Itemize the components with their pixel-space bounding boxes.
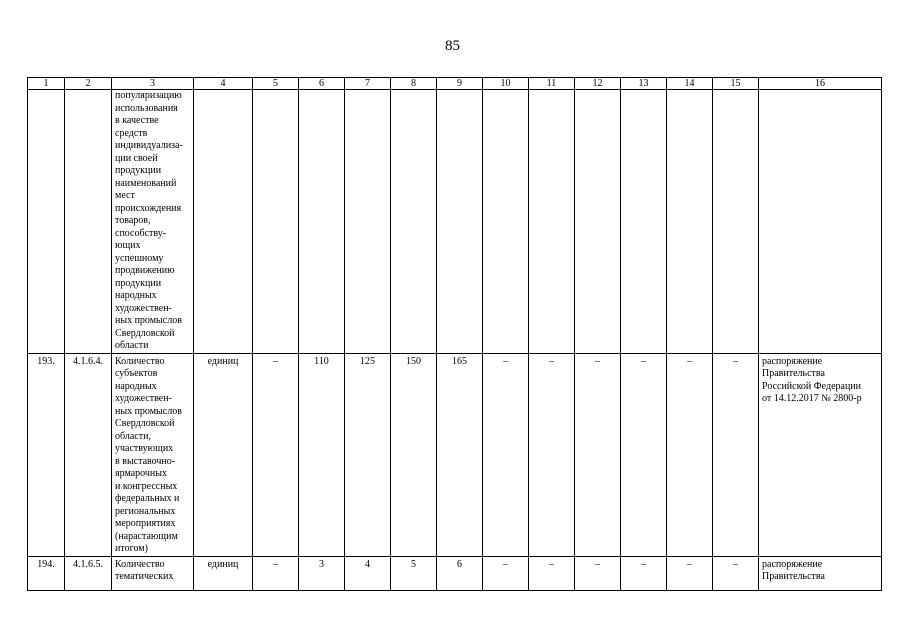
indicator-name-line: наименований [115, 177, 177, 189]
indicator-name-line: ющих [115, 240, 141, 251]
indicator-name-line: способству- [115, 227, 167, 239]
column-header: 4 [194, 78, 253, 90]
indicator-name-line: мероприятиях [115, 518, 176, 529]
indicator-name-line: тематических [115, 571, 174, 582]
column-header: 11 [529, 78, 575, 90]
column-header: 8 [391, 78, 437, 90]
value-cell: 3 [299, 556, 345, 590]
column-header: 14 [667, 78, 713, 90]
value-cell: – [575, 353, 621, 556]
row-number [28, 90, 65, 354]
value-cell: 6 [437, 556, 483, 590]
row-code: 4.1.6.4. [65, 353, 112, 556]
source-line: распоряжение [762, 355, 823, 367]
page-number: 85 [445, 38, 460, 54]
indicator-name-line: мест [115, 190, 135, 201]
value-cell [345, 90, 391, 354]
value-cell: – [253, 556, 299, 590]
indicator-name-line: в качестве [115, 115, 159, 126]
indicator-name-line: региональных [115, 505, 176, 517]
source-cell [759, 353, 882, 556]
column-header: 13 [621, 78, 667, 90]
indicator-name-line: продвижению [115, 265, 175, 276]
indicator-name-line: участвующих [115, 443, 174, 454]
indicator-name-line: индивидуализа- [115, 140, 183, 151]
indicator-name-line: художествен- [115, 393, 172, 404]
indicator-name-line: (нарастающим [115, 530, 178, 542]
value-cell: 125 [345, 353, 391, 556]
value-cell [483, 90, 529, 354]
indicator-name-line: продукции [115, 165, 162, 176]
value-cell: – [575, 556, 621, 590]
indicator-name-line: художествен- [115, 302, 172, 314]
indicator-name-line: Количество [115, 355, 165, 367]
value-cell: – [253, 353, 299, 556]
value-cell: – [667, 353, 713, 556]
indicator-name [112, 353, 194, 556]
value-cell [529, 90, 575, 354]
value-cell [437, 90, 483, 354]
value-cell [391, 90, 437, 354]
indicator-name-line: субъектов [115, 368, 158, 379]
value-cell: – [621, 556, 667, 590]
source-line: Российской Федерации [762, 380, 862, 392]
indicator-name-line: народных [115, 290, 157, 301]
indicator-name-line: ции своей [115, 152, 158, 164]
value-cell: – [667, 556, 713, 590]
column-header: 7 [345, 78, 391, 90]
column-header: 2 [65, 78, 112, 90]
column-header: 15 [713, 78, 759, 90]
indicator-name-line: и конгрессных [115, 480, 178, 492]
value-cell: – [529, 556, 575, 590]
indicator-name [112, 90, 194, 354]
indicator-name-line: продукции [115, 277, 162, 289]
value-cell [667, 90, 713, 354]
header-row [28, 78, 882, 90]
indicator-name-line: итогом) [115, 543, 148, 554]
source-cell [759, 556, 882, 590]
unit-cell: единиц [194, 556, 253, 590]
value-cell: 165 [437, 353, 483, 556]
unit-cell [194, 90, 253, 354]
row-code: 4.1.6.5. [65, 556, 112, 590]
indicator-name-line: области, [115, 430, 151, 442]
value-cell: – [483, 353, 529, 556]
indicator-name-line: Свердловской [115, 418, 175, 429]
source-line: от 14.12.2017 № 2800-р [762, 393, 862, 404]
column-header: 3 [112, 78, 194, 90]
column-header: 16 [759, 78, 882, 90]
source-line: Правительства [762, 368, 825, 379]
column-header: 5 [253, 78, 299, 90]
value-cell [713, 90, 759, 354]
value-cell [621, 90, 667, 354]
value-cell: – [713, 353, 759, 556]
row-number: 193. [28, 353, 65, 556]
indicators-table [27, 77, 882, 591]
indicator-name-line: в выставочно- [115, 455, 176, 467]
column-header: 12 [575, 78, 621, 90]
table-row [28, 556, 882, 590]
indicator-name-line: Свердловской [115, 327, 175, 339]
source-line: распоряжение [762, 558, 823, 570]
table-row [28, 90, 882, 354]
value-cell [299, 90, 345, 354]
indicator-name-line: происхождения [115, 202, 182, 214]
value-cell: – [529, 353, 575, 556]
source-line: Правительства [762, 571, 825, 582]
value-cell: 110 [299, 353, 345, 556]
value-cell: 150 [391, 353, 437, 556]
value-cell: – [713, 556, 759, 590]
value-cell: – [621, 353, 667, 556]
column-header: 6 [299, 78, 345, 90]
indicator-name [112, 556, 194, 590]
indicator-name-line: ярмарочных [115, 468, 167, 479]
indicator-name-line: использования [115, 102, 178, 114]
indicator-name-line: успешному [115, 252, 164, 264]
value-cell: 5 [391, 556, 437, 590]
indicator-name-line: федеральных и [115, 493, 180, 504]
unit-cell: единиц [194, 353, 253, 556]
indicator-name-line: ных промыслов [115, 405, 182, 417]
indicator-name-line: товаров, [115, 215, 151, 226]
indicator-name-line: Количество [115, 558, 165, 570]
column-header: 10 [483, 78, 529, 90]
value-cell: 4 [345, 556, 391, 590]
indicator-name-line: ных промыслов [115, 315, 182, 326]
value-cell: – [483, 556, 529, 590]
row-code [65, 90, 112, 354]
column-header: 9 [437, 78, 483, 90]
value-cell [575, 90, 621, 354]
indicator-name-line: средств [115, 127, 148, 139]
indicator-name-line: популяризацию [115, 90, 182, 101]
value-cell [253, 90, 299, 354]
row-number: 194. [28, 556, 65, 590]
column-header: 1 [28, 78, 65, 90]
indicator-name-line: народных [115, 380, 157, 392]
source-cell [759, 90, 882, 354]
indicator-name-line: области [115, 340, 149, 351]
table-row [28, 353, 882, 556]
